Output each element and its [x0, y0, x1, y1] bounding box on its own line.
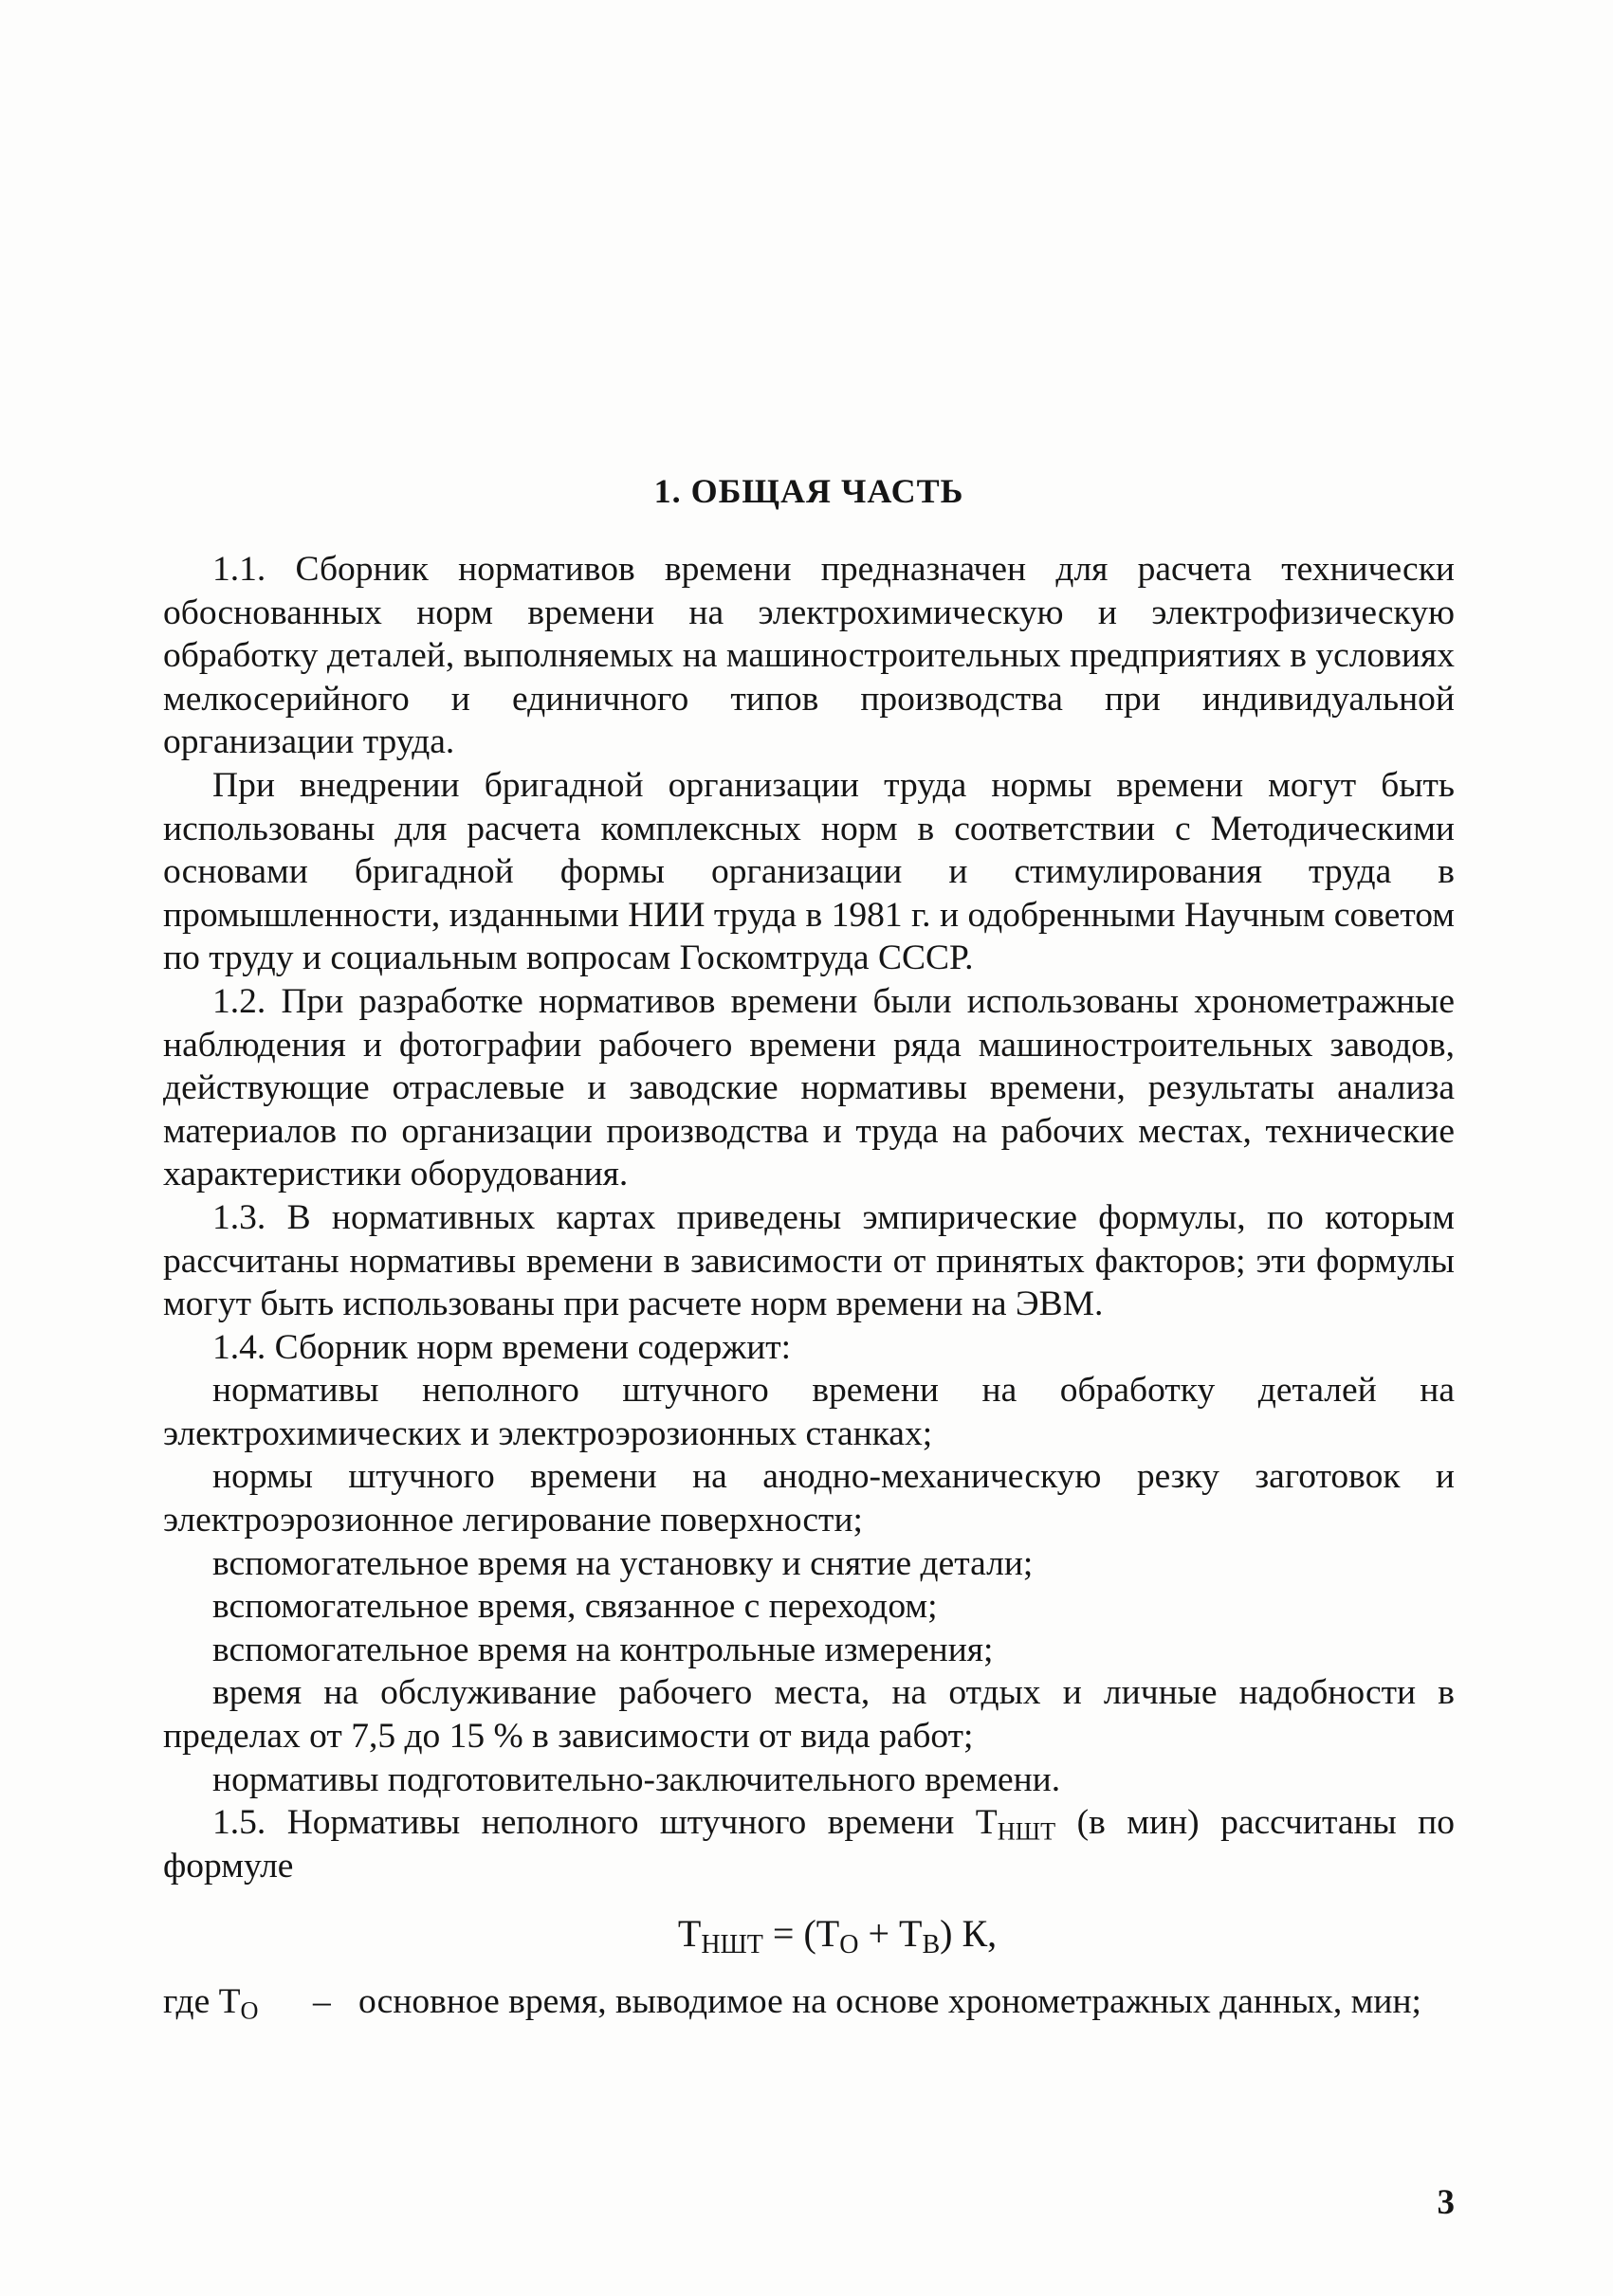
paragraph-brigade: При внедрении бригадной организации труда нормы времени могут быть использованы для расчета комплексных норм в соответствии с Методическими основами бригадной формы организации и стимулирования труда в промышленности, изданными НИИ труда в 1981 г. и одобренными Научным советом по труду и социальным вопросам Госкомтруда СССР.	[163, 765, 1455, 978]
paragraph-1-3: 1.3. В нормативных картах приведены эмпирические формулы, по которым рассчитаны нормативы времени в зависимости от принятых факторов; эти формулы могут быть использованы при расчете норм времени на ЭВМ.	[163, 1197, 1455, 1324]
list-item: вспомогательное время на контрольные измерения;	[212, 1630, 994, 1669]
list-item: нормативы неполного штучного времени на обработку деталей на электрохимических и электроэрозионных станках;	[163, 1371, 1455, 1453]
formula-rhs: ) К,	[940, 1912, 998, 1956]
where-subscript: О	[240, 1996, 259, 2025]
list-item: время на обслуживание рабочего места, на отдых и личные надобности в пределах от 7,5 до 15 % в зависимости от вида работ;	[163, 1673, 1455, 1757]
formula-equals: = (Т	[762, 1912, 840, 1956]
where-prefix: где Т	[163, 1982, 241, 2022]
paragraph-1-4: 1.4. Сборник норм времени содержит:	[212, 1327, 792, 1367]
where-dash: –	[313, 1982, 331, 2022]
list-item: нормативы подготовительно-заключительного времени.	[212, 1759, 1061, 1799]
formula-to-subscript: О	[839, 1930, 859, 1960]
paragraph-1-5-subscript: НШТ	[997, 1817, 1056, 1846]
paragraph-1-1: 1.1. Сборник нормативов времени предназначен для расчета технически обоснованных норм времени на электрохимическую и электрофизическую обработку деталей, выполняемых на машиностроительных предприятиях в условиях мелкосерийного и единичного типов производства при индивидуальной организации труда.	[163, 550, 1455, 762]
where-definition	[163, 1980, 1455, 2024]
where-definition-text: основное время, выводимое на основе хронометражных данных, мин;	[358, 1982, 1421, 2022]
formula-plus: + Т	[858, 1912, 923, 1956]
list-item: вспомогательное время на установку и снятие детали;	[212, 1543, 1034, 1583]
paragraph-1-5-text-after: (в мин) рассчитаны по формуле	[163, 1803, 1455, 1886]
page-number: 3	[1437, 2183, 1455, 2222]
paragraph-1-5	[163, 1801, 1455, 1887]
where-term	[163, 1980, 313, 2024]
formula-lhs-subscript: НШТ	[701, 1930, 763, 1960]
list-item: вспомогательное время, связанное с переходом;	[212, 1587, 938, 1627]
paragraph-1-2: 1.2. При разработке нормативов времени были использованы хронометражные наблюдения и фотографии рабочего времени ряда машиностроительных заводов, действующие отраслевые и заводские нормативы времени, результаты анализа материалов по организации производства и труда на рабочих местах, технические характеристики оборудования.	[163, 981, 1455, 1194]
list-item: нормы штучного времени на анодно-механическую резку заготовок и электроэрозионное легирование поверхности;	[163, 1457, 1455, 1540]
formula	[163, 1901, 1455, 1967]
paragraph-1-5-text-before: 1.5. Нормативы неполного штучного времени Т	[212, 1803, 998, 1843]
page-content	[163, 463, 1455, 2024]
formula-lhs: Т	[677, 1912, 702, 1956]
formula-tv-subscript: В	[922, 1930, 941, 1960]
section-heading: 1. ОБЩАЯ ЧАСТЬ	[653, 472, 964, 510]
